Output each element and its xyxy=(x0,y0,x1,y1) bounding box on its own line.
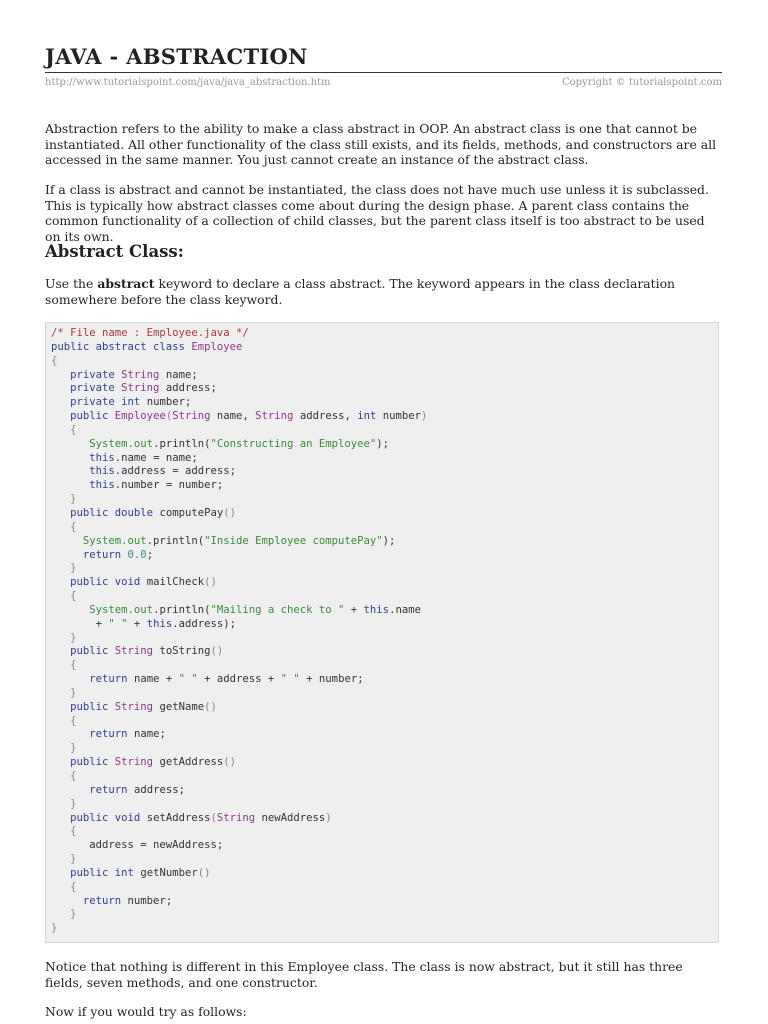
code-token xyxy=(51,604,89,616)
code-token: Employee xyxy=(114,410,166,423)
code-line xyxy=(51,479,427,493)
page-title: JAVA - ABSTRACTION xyxy=(45,44,308,69)
code-token: Employee xyxy=(191,340,243,353)
code-token: .println( xyxy=(153,603,211,616)
code-token: String xyxy=(114,645,160,658)
code-token: .println( xyxy=(146,534,205,547)
code-line xyxy=(51,867,427,881)
title-divider xyxy=(45,72,722,73)
code-token: + address + xyxy=(197,673,281,686)
code-token: return xyxy=(82,548,128,561)
code-line xyxy=(51,424,427,438)
section-lead-paragraph xyxy=(45,276,722,307)
code-token: { xyxy=(70,825,77,838)
code-token xyxy=(51,756,70,768)
code-token: 0.0 xyxy=(127,548,147,561)
code-token: + xyxy=(51,617,109,630)
code-token: { xyxy=(70,590,77,603)
code-token: name; xyxy=(165,368,198,381)
code-token: this xyxy=(146,617,173,630)
code-token xyxy=(51,424,70,436)
code-token xyxy=(51,715,70,727)
code-line xyxy=(51,728,427,742)
code-token: } xyxy=(70,631,77,644)
code-token: System.out xyxy=(89,603,154,616)
code-token: address; xyxy=(133,783,185,796)
code-token xyxy=(51,452,89,464)
code-token: address = newAddress; xyxy=(51,839,224,852)
code-token: public void xyxy=(70,811,147,824)
code-line xyxy=(51,812,427,826)
code-token xyxy=(51,438,89,450)
code-token: getName xyxy=(159,700,205,713)
code-token: } xyxy=(70,742,77,755)
code-line xyxy=(51,770,427,784)
code-token xyxy=(51,465,89,477)
code-token: newAddress xyxy=(261,811,326,824)
code-line xyxy=(51,742,427,756)
code-token xyxy=(51,812,70,824)
code-token: String xyxy=(114,756,160,769)
code-token xyxy=(51,382,70,394)
code-token: int xyxy=(357,410,383,423)
code-line xyxy=(51,493,427,507)
code-line xyxy=(51,452,427,466)
code-token xyxy=(51,784,89,796)
code-token: "Inside Employee computePay" xyxy=(204,534,383,547)
code-token: { xyxy=(70,880,77,893)
code-line xyxy=(51,715,427,729)
code-token xyxy=(51,479,89,491)
code-token xyxy=(51,742,70,754)
code-token: String xyxy=(216,811,262,824)
code-line xyxy=(51,784,427,798)
code-token xyxy=(51,507,70,519)
code-token: public xyxy=(70,410,115,423)
code-line xyxy=(51,839,427,853)
code-token xyxy=(51,908,70,920)
code-token: this xyxy=(89,451,115,464)
code-line xyxy=(51,908,427,922)
code-token xyxy=(51,659,70,671)
code-token: .address = address; xyxy=(114,465,236,478)
code-token: return xyxy=(89,728,134,741)
code-token: + xyxy=(127,617,147,630)
code-line xyxy=(51,576,427,590)
code-token: public double xyxy=(70,506,160,519)
code-token: address; xyxy=(165,382,217,395)
code-token xyxy=(51,673,89,685)
code-line xyxy=(51,410,427,424)
code-token: ); xyxy=(376,437,390,450)
copyright-notice: Copyright © tutorialspoint.com xyxy=(561,77,722,88)
code-token: { xyxy=(70,714,77,727)
code-line xyxy=(51,881,427,895)
section-heading: Abstract Class: xyxy=(45,242,184,261)
code-token xyxy=(51,521,70,533)
code-token: String xyxy=(114,700,160,713)
code-line xyxy=(51,521,427,535)
code-line xyxy=(51,590,427,604)
code-token: + number; xyxy=(299,673,364,686)
code-token: /* File name : Employee.java */ xyxy=(51,327,249,339)
code-token: String xyxy=(172,410,217,423)
code-block xyxy=(45,322,719,943)
code-token xyxy=(51,410,70,422)
code-token: private xyxy=(70,382,122,395)
code-line xyxy=(51,687,427,701)
code-token: ) xyxy=(421,410,428,423)
code-listing xyxy=(51,327,427,936)
code-token xyxy=(51,493,70,505)
code-token: private xyxy=(70,368,122,381)
code-token: { xyxy=(70,770,77,782)
code-token: public xyxy=(70,756,115,769)
code-token: () xyxy=(204,576,217,589)
code-token: } xyxy=(70,493,77,506)
code-line xyxy=(51,895,427,909)
code-token xyxy=(51,590,70,602)
code-token: number; xyxy=(127,894,173,907)
code-token: { xyxy=(70,659,77,672)
code-line xyxy=(51,853,427,867)
code-line xyxy=(51,604,427,618)
code-token xyxy=(51,770,70,782)
code-token: " " xyxy=(108,617,128,630)
code-token: () xyxy=(204,700,217,713)
code-token xyxy=(51,535,83,547)
after-paragraph-2: Now if you would try as follows: xyxy=(45,1004,247,1019)
code-token: "Mailing a check to " xyxy=(210,603,345,616)
code-token: public xyxy=(70,700,115,713)
code-token xyxy=(51,798,70,810)
code-token: getNumber xyxy=(140,866,198,879)
code-token: .number = number; xyxy=(114,479,224,492)
code-token: + xyxy=(344,603,364,616)
code-token xyxy=(51,701,70,713)
code-line xyxy=(51,549,427,563)
after-paragraph-1: Notice that nothing is different in this Employee class. The class is now abstract, but it still has three fields, seven methods, and one constructor. xyxy=(45,959,683,990)
code-line xyxy=(51,673,427,687)
code-token: String xyxy=(121,382,166,395)
code-token: name, xyxy=(216,410,256,423)
code-token: address, xyxy=(299,410,358,423)
code-line xyxy=(51,369,427,383)
code-token xyxy=(51,369,70,381)
code-token xyxy=(51,645,70,657)
code-token: name + xyxy=(133,673,179,686)
code-token: System.out xyxy=(89,437,154,450)
code-token: setAddress xyxy=(146,811,211,824)
code-token: name; xyxy=(133,728,166,741)
code-token: () xyxy=(197,866,211,879)
code-token: ) xyxy=(325,811,332,824)
code-token: ); xyxy=(382,534,396,547)
code-token xyxy=(51,632,70,644)
code-line xyxy=(51,562,427,576)
code-line xyxy=(51,465,427,479)
code-token: getAddress xyxy=(159,756,224,769)
code-token: " " xyxy=(178,673,198,686)
code-token: this xyxy=(89,465,115,478)
code-token: ( xyxy=(165,410,173,423)
code-line xyxy=(51,438,427,452)
code-token xyxy=(51,728,89,740)
code-token: { xyxy=(70,423,77,436)
code-token: } xyxy=(70,686,77,699)
code-token: number xyxy=(382,410,422,423)
code-token: this xyxy=(89,479,115,492)
code-line xyxy=(51,327,427,341)
code-token: } xyxy=(70,797,77,810)
code-token: return xyxy=(89,783,134,796)
code-token: } xyxy=(70,562,77,575)
code-line xyxy=(51,701,427,715)
code-line xyxy=(51,825,427,839)
code-line xyxy=(51,535,427,549)
source-url: http://www.tutorialspoint.com/java/java_abstraction.htm xyxy=(45,77,331,88)
code-token: public int xyxy=(70,866,141,879)
code-token: } xyxy=(70,908,77,921)
code-token xyxy=(51,895,83,907)
code-token: number; xyxy=(146,396,192,409)
code-token: System.out xyxy=(82,534,147,547)
code-line xyxy=(51,382,427,396)
code-token: { xyxy=(70,520,77,533)
code-token: .println( xyxy=(153,437,211,450)
lead-text-before: Use the xyxy=(45,276,98,291)
code-token xyxy=(51,396,70,408)
code-token xyxy=(51,853,70,865)
code-token: .address); xyxy=(172,617,236,630)
code-token: private int xyxy=(70,396,147,409)
code-token xyxy=(51,825,70,837)
intro-paragraph-1: Abstraction refers to the ability to make a class abstract in OOP. An abstract class is one that cannot be instantiated. All other functionality of the class still exists, and its fields, methods, and constructors are all accessed in the same manner. You just cannot create an instance of the abstract class. xyxy=(45,121,717,167)
code-token: this xyxy=(363,603,390,616)
code-token: .name = name; xyxy=(114,451,198,464)
code-token: .name xyxy=(389,603,421,616)
code-line xyxy=(51,922,427,936)
code-token xyxy=(51,687,70,699)
code-token xyxy=(51,576,70,588)
code-token: "Constructing an Employee" xyxy=(210,437,377,450)
code-token: " " xyxy=(280,673,300,686)
code-line xyxy=(51,798,427,812)
code-token: computePay xyxy=(159,506,224,519)
code-line xyxy=(51,632,427,646)
code-token: public xyxy=(70,645,115,658)
code-token: return xyxy=(89,673,134,686)
code-token: } xyxy=(51,922,58,935)
code-token: () xyxy=(210,645,224,658)
code-line xyxy=(51,341,427,355)
code-token: String xyxy=(121,368,166,381)
code-token: } xyxy=(70,853,77,866)
code-token: public void xyxy=(70,576,147,589)
code-token xyxy=(51,562,70,574)
code-line xyxy=(51,756,427,770)
code-token: toString xyxy=(159,645,211,658)
code-token: return xyxy=(82,894,128,907)
code-token: public abstract class xyxy=(51,340,192,353)
code-token xyxy=(51,881,70,893)
code-line xyxy=(51,618,427,632)
code-token xyxy=(51,867,70,879)
code-token: { xyxy=(51,354,58,367)
lead-keyword: abstract xyxy=(97,276,155,291)
lead-text-after: keyword to declare a class abstract. The keyword appears in the class declaration somewhere before the class keyword. xyxy=(45,276,676,307)
code-token: ( xyxy=(210,811,217,824)
code-token: () xyxy=(223,506,236,519)
code-line xyxy=(51,507,427,521)
code-token xyxy=(51,549,83,561)
code-token: ; xyxy=(146,548,154,561)
code-line xyxy=(51,396,427,410)
code-line xyxy=(51,355,427,369)
code-token: () xyxy=(223,756,236,769)
code-line xyxy=(51,645,427,659)
code-line xyxy=(51,659,427,673)
code-token: mailCheck xyxy=(146,576,205,589)
code-token: String xyxy=(255,410,300,423)
intro-paragraph-2: If a class is abstract and cannot be instantiated, the class does not have much use unless it is subclassed. This is typically how abstract classes come about during the design phase. A parent class contains the common functionality of a collection of child classes, but the parent class itself is too abstract to be used on its own. xyxy=(45,182,709,244)
